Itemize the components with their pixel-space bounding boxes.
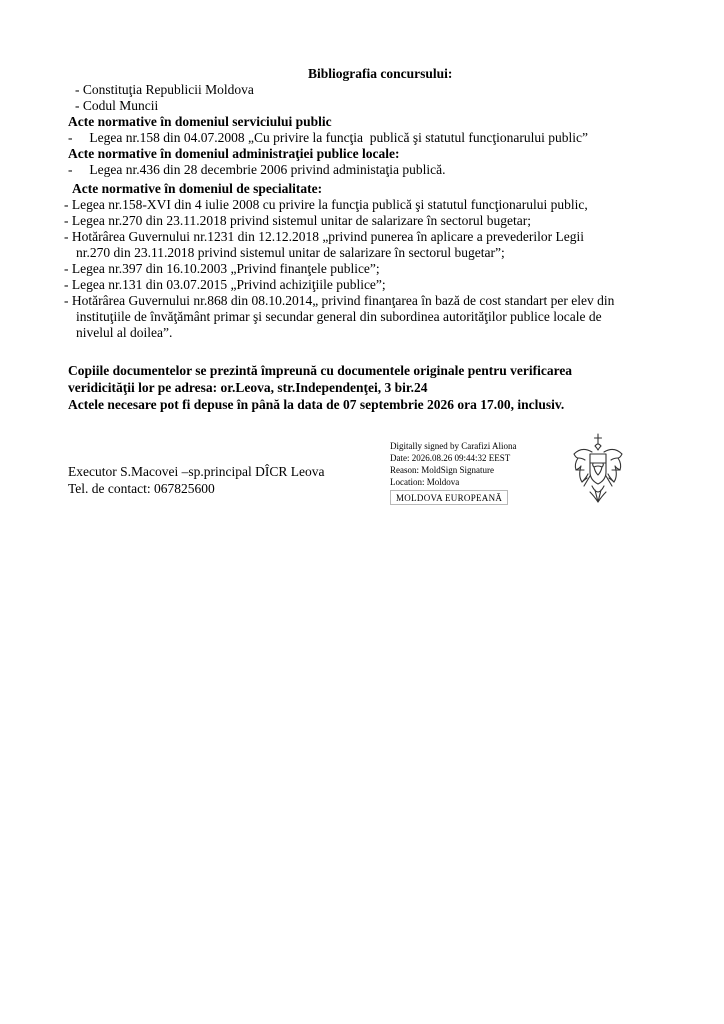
bibliography-item-continuation: nr.270 din 23.11.2018 privind sistemul unitar de salarizare în sectorul bugetar”;	[76, 245, 505, 260]
bibliography-item: - Legea nr.397 din 16.10.2003 „Privind finanţele publice”;	[64, 261, 380, 276]
section-heading-public-service: Acte normative în domeniul serviciului public	[68, 114, 332, 129]
bibliography-item: - Codul Muncii	[75, 98, 159, 113]
bibliography-item: - Legea nr.270 din 23.11.2018 privind sistemul unitar de salarizare în sectorul bugetar;	[64, 213, 531, 228]
notice-line: Copiile documentelor se prezintă împreună cu documentele originale pentru verificarea	[68, 363, 573, 378]
bibliography-item: - Legea nr.158 din 04.07.2008 „Cu privire la funcţia publică şi statutul funcţionarului public”	[68, 130, 589, 145]
section-heading-local-admin: Acte normative în domeniul administraţiei publice locale:	[68, 146, 400, 161]
document-title: Bibliografia concursului:	[308, 66, 453, 81]
bibliography-item: - Constituţia Republicii Moldova	[75, 82, 254, 97]
section-heading-specialty: Acte normative în domeniul de specialitate:	[72, 181, 323, 196]
bibliography-item-continuation: instituţiile de învăţământ primar şi secundar general din subordinea autorităţilor publice locale de	[76, 309, 602, 324]
bibliography-item: - Legea nr.158-XVI din 4 iulie 2008 cu privire la funcţia publică şi statutul funcţionarului public,	[64, 197, 588, 212]
digital-signature-block	[390, 440, 516, 505]
moldova-coat-of-arms-icon	[568, 432, 628, 506]
notice-deadline: Actele necesare pot fi depuse în până la data de 07 septembrie 2026 ora 17.00, inclusiv.	[68, 397, 565, 412]
bibliography-item: - Legea nr.436 din 28 decembrie 2006 privind administaţia publică.	[68, 162, 446, 177]
bibliography-item-continuation: nivelul al doilea”.	[76, 325, 173, 340]
executor-name: Executor S.Macovei –sp.principal DÎCR Leova	[68, 464, 325, 479]
signature-badge: MOLDOVA EUROPEANĂ	[390, 490, 508, 505]
executor-contact: Tel. de contact: 067825600	[68, 481, 215, 496]
signature-signed-by: Digitally signed by Carafizi Aliona	[390, 441, 517, 451]
signature-date: Date: 2026.08.26 09:44:32 EEST	[390, 453, 511, 463]
signature-reason: Reason: MoldSign Signature	[390, 465, 494, 475]
bibliography-item: - Legea nr.131 din 03.07.2015 „Privind achiziţiile publice”;	[64, 277, 386, 292]
signature-location: Location: Moldova	[390, 477, 460, 487]
bibliography-item: - Hotărârea Guvernului nr.868 din 08.10.2014„ privind finanţarea în bază de cost standart per elev din	[64, 293, 615, 308]
notice-line: veridicităţii lor pe adresa: or.Leova, str.Independenţei, 3 bir.24	[68, 380, 428, 395]
bibliography-item: - Hotărârea Guvernului nr.1231 din 12.12.2018 „privind punerea în aplicare a prevederilor Legii	[64, 229, 584, 244]
